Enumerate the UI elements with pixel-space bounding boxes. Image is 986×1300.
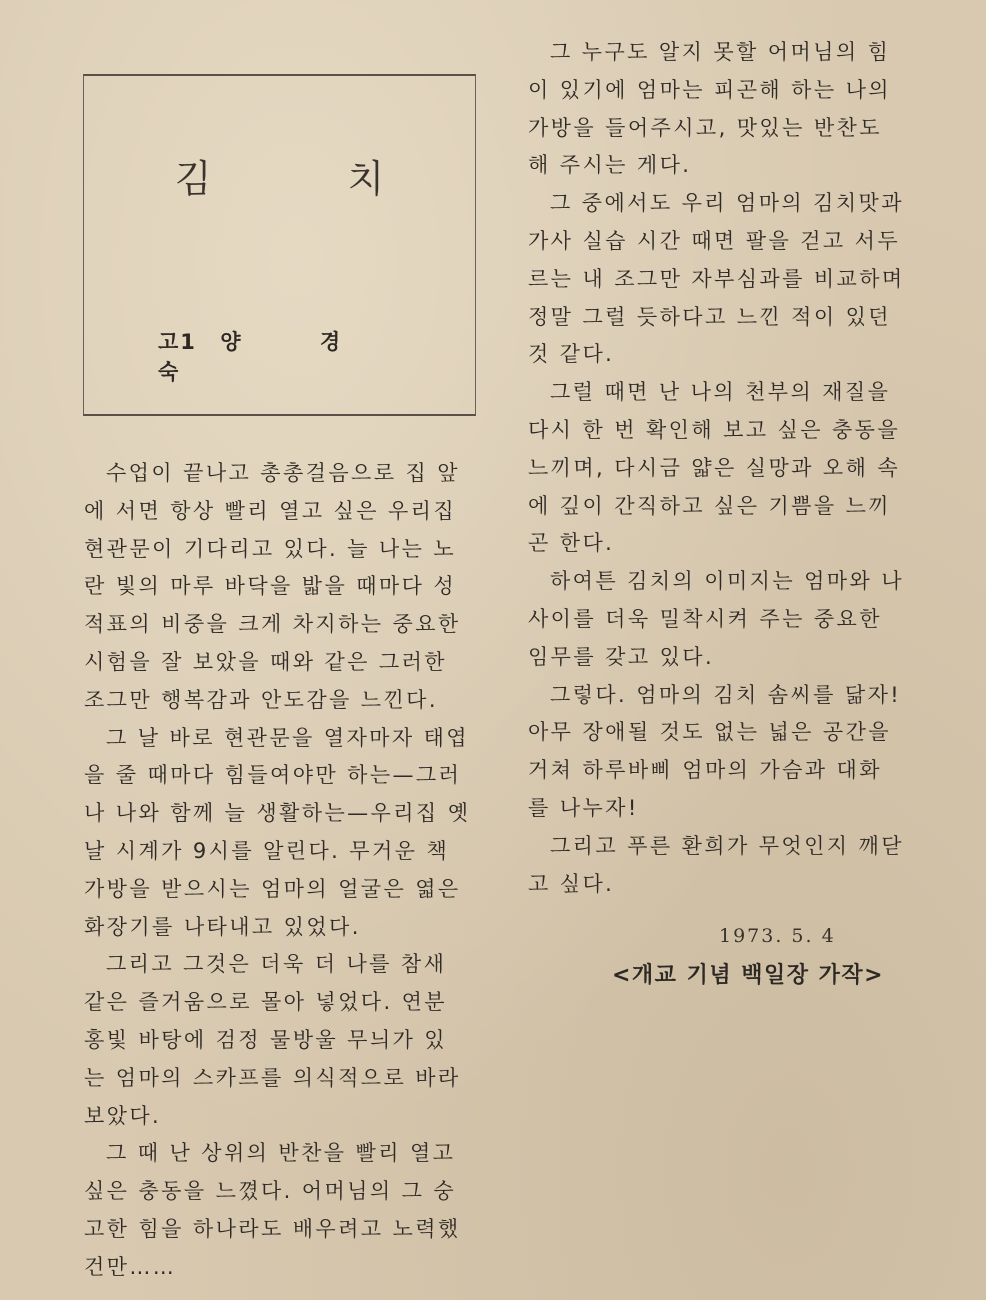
paragraph	[528, 677, 932, 828]
paragraph	[528, 34, 932, 185]
text-line: 적표의 비중을 크게 차지하는 중요한	[84, 612, 461, 637]
text-line: 그 누구도 알지 못할 어머님의 힘	[550, 40, 891, 64]
right-text-column	[528, 34, 932, 903]
text-line: 가방을 들어주시고, 맛있는 반찬도	[528, 115, 882, 140]
text-line: 를 나누자!	[528, 795, 639, 820]
text-line: 그리고 그것은 더욱 더 나를 참새	[106, 952, 447, 977]
author-byline	[158, 326, 475, 386]
text-line: 날 시계가 9시를 알린다. 무거운 책	[84, 838, 450, 863]
text-line: 사이를 더욱 밀착시켜 주는 중요한	[528, 606, 882, 631]
text-line: 르는 내 조그만 자부심과를 비교하며	[528, 266, 905, 291]
text-line: 가방을 받으시는 엄마의 얼굴은 엷은	[84, 876, 461, 901]
title-box	[83, 74, 476, 416]
text-line: 거쳐 하루바삐 엄마의 가슴과 대화	[528, 758, 882, 783]
text-line: 고 싶다.	[528, 871, 615, 896]
author-name: 양 경 숙	[158, 330, 377, 384]
text-line: 그렇다. 엄마의 김치 솜씨를 닮자!	[550, 682, 902, 707]
text-line: 느끼며, 다시금 얇은 실망과 오해 속	[528, 455, 901, 480]
left-text-column	[84, 455, 484, 1287]
essay-title: 김 치	[174, 157, 447, 201]
text-line: 홍빛 바탕에 검정 물방울 무늬가 있	[84, 1027, 447, 1052]
text-line: 에 깊이 간직하고 싶은 기쁨을 느끼	[528, 493, 891, 518]
text-line: 이 있기에 엄마는 피곤해 하는 나의	[528, 77, 891, 102]
text-line: 건만……	[84, 1254, 177, 1279]
paragraph	[84, 946, 484, 1135]
paragraph	[84, 1135, 484, 1286]
text-line: 아무 장애될 것도 없는 넓은 공간을	[528, 720, 891, 745]
paragraph	[528, 374, 932, 563]
text-line: 같은 즐거움으로 몰아 넣었다. 연분	[84, 990, 447, 1015]
paragraph	[528, 828, 932, 904]
text-line: 현관문이 기다리고 있다. 늘 나는 노	[84, 536, 457, 561]
text-line: 나 나와 함께 늘 생활하는—우리집 옛	[84, 801, 471, 826]
text-line: 그 때 난 상위의 반찬을 빨리 열고	[106, 1141, 456, 1166]
text-line: 에 서면 항상 빨리 열고 싶은 우리집	[84, 498, 457, 523]
text-line: 조그만 행복감과 안도감을 느낀다.	[84, 687, 438, 712]
text-line: 정말 그럴 듯하다고 느낀 적이 있던	[528, 304, 891, 329]
paragraph	[84, 720, 484, 947]
text-line: 고한 힘을 하나라도 배우려고 노력했	[84, 1216, 461, 1241]
text-line: 화장기를 나타내고 있었다.	[84, 914, 361, 939]
text-line: 그리고 푸른 환희가 무엇인지 깨닫	[550, 833, 904, 858]
essay-date: 1973. 5. 4	[719, 925, 836, 947]
text-line: 하여튼 김치의 이미지는 엄마와 나	[550, 569, 904, 594]
text-line: 다시 한 번 확인해 보고 싶은 충동을	[528, 417, 901, 442]
text-line: 그 날 바로 현관문을 열자마자 태엽	[106, 725, 469, 750]
text-line: 것 같다.	[528, 342, 615, 367]
text-line: 란 빛의 마루 바닥을 밟을 때마다 성	[84, 574, 457, 599]
text-line: 는 엄마의 스카프를 의식적으로 바라	[84, 1065, 461, 1090]
author-grade: 고1	[158, 330, 197, 354]
text-line: 을 줄 때마다 힘들여야만 하는—그러	[84, 763, 462, 788]
text-line: 그 중에서도 우리 엄마의 김치맛과	[550, 191, 904, 216]
text-line: 수업이 끝나고 총총걸음으로 집 앞	[106, 461, 460, 485]
text-line: 임무를 갖고 있다.	[528, 644, 715, 669]
text-line: 싶은 충동을 느꼈다. 어머님의 그 숭	[84, 1179, 457, 1204]
text-line: 시험을 잘 보았을 때와 같은 그러한	[84, 649, 447, 674]
text-line: 보았다.	[84, 1103, 162, 1128]
text-line: 그럴 때면 난 나의 천부의 재질을	[550, 380, 891, 405]
text-line: 곤 한다.	[528, 531, 615, 556]
text-line: 해 주시는 게다.	[528, 153, 692, 178]
paragraph	[528, 563, 932, 676]
paragraph	[528, 185, 932, 374]
paragraph	[84, 455, 484, 720]
text-line: 가사 실습 시간 때면 팔을 걷고 서두	[528, 228, 901, 253]
award-note: <개교 기념 백일장 가작>	[612, 963, 885, 988]
